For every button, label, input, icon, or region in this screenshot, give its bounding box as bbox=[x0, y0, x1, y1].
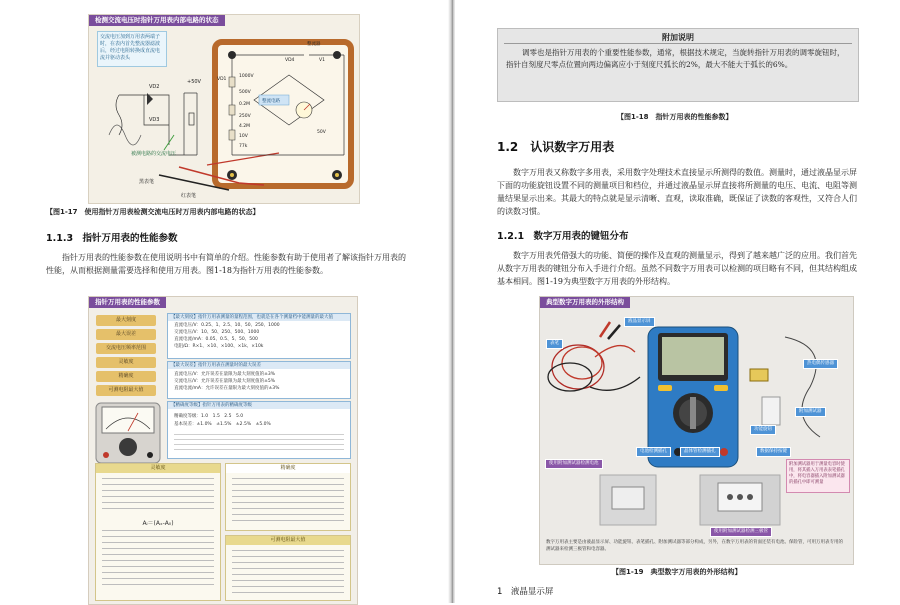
section-paragraph: 数字万用表又称数字多用表，采用数字处理技术直接显示所测得的数值。测量时，通过液晶显示屏下面的功能旋钮设置不同的测量项目和档位，并通过液晶显示屏直接将所测量的电压、电流、电阻等测量结果显示出来。其最大的特点就是显示清晰、直观，读取准确，既保证了读数的客观性，又符合人们的读数习惯。 bbox=[497, 168, 857, 216]
box-line: 交流电压/V：允许误差在量限为最大刻度值的±5% bbox=[174, 379, 276, 384]
box-heading: 精确度 bbox=[226, 464, 350, 473]
section-heading: 1.1.3 指针万用表的性能参数 bbox=[46, 233, 178, 244]
label-hold: 数据保持按键 bbox=[756, 447, 791, 457]
section-paragraph: 数字万用表凭借强大的功能、简便的操作及直观的测量显示，得到了越来越广泛的应用。我们首先从数字万用表的键钮分布入手进行介绍。虽然不同数字万用表可以检测的项目略有不同，但其结构组成基本相同。图1-19为典型数字万用表的外形结构。 bbox=[497, 251, 857, 286]
figure-note: 交流电压加到万用表两端子时，在表内首先整流器滤波后，经过电阻转换成直流电流并驱动表头 bbox=[97, 31, 167, 67]
figure-description: 数字万用表主要是由液晶显示屏、功能旋钮、表笔插孔、附加测试器等部分构成，另外，在数字万用表的背面还装有电池、保险管，可用万用表专用的测试器来检测三极管和电容器。 bbox=[546, 540, 843, 552]
sidebar-item: 灵敏度 bbox=[96, 357, 156, 368]
label-vd2: VD2 bbox=[149, 84, 160, 90]
divider bbox=[504, 43, 852, 44]
box-line: 直流电压/V：0.25、1、2.5、10、50、250、1000 bbox=[174, 323, 280, 328]
precision-box bbox=[225, 463, 351, 531]
max-resistance-box bbox=[225, 535, 351, 601]
label-red-probe: 红表笔 bbox=[181, 193, 197, 199]
box-line: 基本误差：±1.0% ±1.5% ±2.5% ±5.0% bbox=[174, 422, 271, 427]
label-ac-circuit: 被测电路的交流电压 bbox=[131, 151, 177, 157]
label-vd4: VD4 bbox=[285, 58, 295, 63]
label-temp-sensor: 热电偶传感器 bbox=[803, 359, 838, 369]
digital-meter-photo bbox=[540, 297, 853, 564]
label-50v: 50V bbox=[317, 130, 326, 135]
figure-caption: 【图1-19 典型数字万用表的外形结构】 bbox=[612, 568, 742, 576]
label-battery-test: 使用附加测试器检测电池 bbox=[545, 459, 603, 469]
list-item: 1 液晶显示屏 bbox=[497, 587, 554, 597]
box-line: 直流电压/V：允许误差在量限为最大刻度值的±3% bbox=[174, 372, 276, 377]
additional-note-box bbox=[497, 28, 859, 102]
label-v1: V1 bbox=[319, 58, 325, 63]
box-heading: 可测电阻最大值 bbox=[226, 536, 350, 545]
figure-performance bbox=[88, 296, 358, 605]
sensitivity-box bbox=[95, 463, 221, 601]
label-battery-socket: 电池检测插孔 bbox=[636, 447, 671, 457]
formula: Aₗ＝(Aₓ-A₀) bbox=[142, 520, 174, 527]
section-heading: 1.2 认识数字万用表 bbox=[497, 140, 615, 154]
label-adapter: 附加测试器 bbox=[795, 407, 826, 417]
label-plus-50v: +50V bbox=[187, 79, 201, 85]
section-heading: 1.2.1 数字万用表的键钮分布 bbox=[497, 231, 629, 242]
sidebar-item: 最大刻度 bbox=[96, 315, 156, 326]
box-line: 交流电压/V：10、50、250、500、1000 bbox=[174, 330, 260, 335]
circuit-diagram bbox=[89, 15, 359, 203]
box-heading: 【最大刻度】指针万用表测量的量程范围，也就是在各个测量档中能测量的最大值 bbox=[168, 314, 350, 321]
box-heading: 【精确度等级】指针万用表的精确度等级 bbox=[168, 402, 350, 409]
label-10v: 10V bbox=[239, 134, 248, 139]
text-lines bbox=[174, 434, 344, 450]
sidebar-item: 可测电阻最大值 bbox=[96, 385, 156, 396]
label-black-probe: 黑表笔 bbox=[139, 179, 155, 185]
figure-caption: 【图1-18 指针万用表的性能参数】 bbox=[617, 113, 733, 121]
jack-icon bbox=[720, 448, 728, 456]
figure-1-17 bbox=[88, 14, 360, 204]
max-error-box bbox=[167, 361, 351, 399]
terminal-icon bbox=[333, 51, 341, 59]
sidebar-item: 交流电压频率范围 bbox=[96, 343, 156, 354]
figure-title: 指针万用表的性能参数 bbox=[89, 297, 166, 308]
box-line: 精确度等级：1.0 1.5 2.5 5.0 bbox=[174, 414, 244, 419]
adapter-icon bbox=[762, 397, 780, 425]
label-transistor: 晶体管检测插孔 bbox=[680, 447, 720, 457]
left-page bbox=[0, 0, 450, 603]
label-transistor-test: 使用附加测试器检测三极管 bbox=[710, 527, 772, 537]
accuracy-box bbox=[167, 401, 351, 459]
label-probes: 表笔 bbox=[546, 339, 563, 349]
sidebar-item: 精确度 bbox=[96, 371, 156, 382]
box-line: 直流电流/mA：0.05、0.5、5、50、500 bbox=[174, 337, 258, 342]
figure-title: 典型数字万用表的外形结构 bbox=[540, 297, 630, 308]
figure-caption: 【图1-17 使用指针万用表检测交流电压时万用表内部电路的状态】 bbox=[46, 208, 260, 216]
label-77k: 77k bbox=[239, 144, 248, 149]
max-scale-box bbox=[167, 313, 351, 359]
box-heading: 【最大误差】指针万用表在测量时的最大误差 bbox=[168, 362, 350, 369]
label-vd1: VD1 bbox=[217, 77, 227, 82]
analog-meter-image bbox=[94, 401, 162, 465]
label-meter-name: 整流器 bbox=[307, 42, 321, 47]
note-title: 附加说明 bbox=[662, 33, 694, 42]
sensor-plug bbox=[750, 369, 768, 381]
box-heading: 灵敏度 bbox=[96, 464, 220, 473]
label-range: 功能旋钮 bbox=[750, 425, 776, 435]
label-4-2m: 4.2M bbox=[239, 124, 251, 129]
label-250v: 250V bbox=[239, 114, 251, 119]
figure-title: 检测交流电压时指针万用表内部电路的状态 bbox=[89, 15, 225, 26]
label-500v: 500V bbox=[239, 90, 251, 95]
note-body: 调零也是指针万用表的个重要性能参数，通常，根据技术规定，当旋转指针万用表的调零旋钮时，指针自刻度尺零点位置向两边偏离应小于刻度尺弧长的2%，最大不能大于弧长的6%。 bbox=[506, 48, 845, 69]
adapter-note: 附加测试器用于测量电容时使用，将其插入万用表表笔插孔中，将电容器插入附加测试器的插孔中即可测量 bbox=[786, 459, 850, 493]
label-lcd: 液晶显示屏 bbox=[624, 317, 655, 327]
sidebar-item: 最大误差 bbox=[96, 329, 156, 340]
label-1000v: 1000V bbox=[239, 74, 254, 79]
terminal-icon bbox=[228, 51, 236, 59]
figure-1-19 bbox=[539, 296, 854, 565]
label-dc-source: 整流电路 bbox=[262, 99, 280, 104]
box-line: 直流电流/mA：允许误差在量限为最大刻度值的±3% bbox=[174, 386, 280, 391]
label-0-2m: 0.2M bbox=[239, 102, 251, 107]
label-vd3: VD3 bbox=[149, 117, 160, 123]
box-line: 电阻/Ω：R×1、×10、×100、×1k、×10k bbox=[174, 344, 264, 349]
section-paragraph: 指针万用表的性能参数在使用说明书中有简单的介绍。性能参数有助于使用者了解该指针万用表的性能，从而根据测量需要选择和使用万用表。图1-18为指针万用表的性能参数。 bbox=[46, 253, 406, 275]
